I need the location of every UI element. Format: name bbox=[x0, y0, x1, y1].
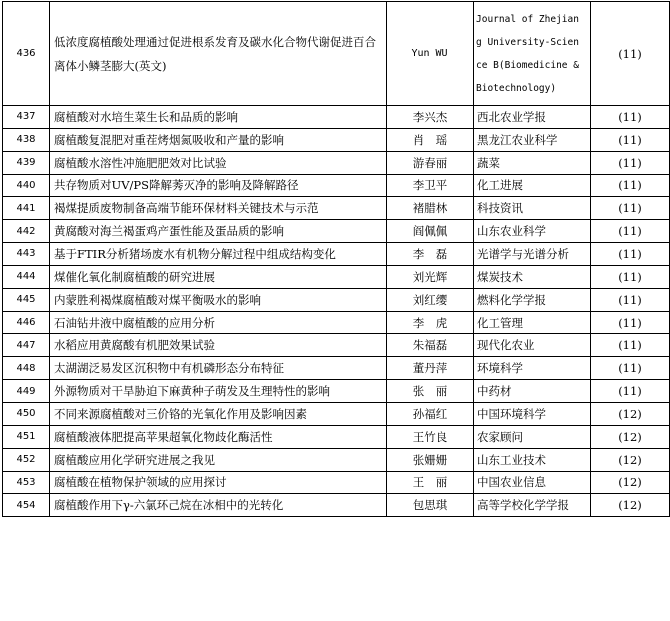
row-number: 441 bbox=[3, 197, 50, 220]
row-number: 446 bbox=[3, 311, 50, 334]
paper-title: 基于FTIR分析猪场废水有机物分解过程中组成结构变化 bbox=[50, 243, 387, 266]
paper-title: 腐植酸对水培生菜生长和品质的影响 bbox=[50, 106, 387, 129]
paper-title: 腐植酸在植物保护领域的应用探讨 bbox=[50, 471, 387, 494]
paper-title: 石油钻井液中腐植酸的应用分析 bbox=[50, 311, 387, 334]
issue-number: (12) bbox=[591, 425, 670, 448]
paper-title: 煤催化氧化制腐植酸的研究进展 bbox=[50, 265, 387, 288]
issue-number: (11) bbox=[591, 2, 670, 106]
paper-title: 外源物质对干旱胁迫下麻黄种子萌发及生理特性的影响 bbox=[50, 380, 387, 403]
issue-number: (12) bbox=[591, 494, 670, 517]
issue-number: (11) bbox=[591, 357, 670, 380]
row-number: 452 bbox=[3, 448, 50, 471]
table-row bbox=[3, 357, 670, 380]
row-number: 439 bbox=[3, 151, 50, 174]
journal-name: 中药材 bbox=[474, 380, 591, 403]
journal-name: 科技资讯 bbox=[474, 197, 591, 220]
author-name: 李兴杰 bbox=[387, 106, 474, 129]
author-name: 张姗姗 bbox=[387, 448, 474, 471]
author-name: 李 虎 bbox=[387, 311, 474, 334]
table-row bbox=[3, 106, 670, 129]
paper-title: 腐植酸液体肥提高苹果超氧化物歧化酶活性 bbox=[50, 425, 387, 448]
journal-line: g University-Scien bbox=[476, 36, 579, 48]
paper-title: 腐植酸应用化学研究进展之我见 bbox=[50, 448, 387, 471]
row-number: 442 bbox=[3, 220, 50, 243]
paper-title: 低浓度腐植酸处理通过促进根系发育及碳水化合物代谢促进百合离体小鳞茎膨大(英文) bbox=[50, 2, 387, 106]
author-name: 王竹良 bbox=[387, 425, 474, 448]
paper-title: 水稻应用黄腐酸有机肥效果试验 bbox=[50, 334, 387, 357]
author-name: 张 丽 bbox=[387, 380, 474, 403]
table-row bbox=[3, 288, 670, 311]
issue-number: (11) bbox=[591, 265, 670, 288]
author-name: 游春丽 bbox=[387, 151, 474, 174]
paper-title: 不同来源腐植酸对三价铬的光氧化作用及影响因素 bbox=[50, 402, 387, 425]
table-row bbox=[3, 380, 670, 403]
row-number: 445 bbox=[3, 288, 50, 311]
table-row bbox=[3, 311, 670, 334]
row-number: 447 bbox=[3, 334, 50, 357]
journal-name: 蔬菜 bbox=[474, 151, 591, 174]
journal-name: 中国环境科学 bbox=[474, 402, 591, 425]
issue-number: (11) bbox=[591, 174, 670, 197]
author-name: 李卫平 bbox=[387, 174, 474, 197]
paper-title: 黄腐酸对海兰褐蛋鸡产蛋性能及蛋品质的影响 bbox=[50, 220, 387, 243]
paper-title: 腐植酸作用下γ-六氯环己烷在冰相中的光转化 bbox=[50, 494, 387, 517]
table-row bbox=[3, 151, 670, 174]
author-name: 李 磊 bbox=[387, 243, 474, 266]
table-row bbox=[3, 402, 670, 425]
author-name: 董丹萍 bbox=[387, 357, 474, 380]
publication-table-body bbox=[3, 2, 670, 517]
table-row bbox=[3, 265, 670, 288]
row-number: 444 bbox=[3, 265, 50, 288]
journal-name: 化工管理 bbox=[474, 311, 591, 334]
journal-name: 环境科学 bbox=[474, 357, 591, 380]
table-row bbox=[3, 494, 670, 517]
issue-number: (11) bbox=[591, 380, 670, 403]
issue-number: (11) bbox=[591, 334, 670, 357]
author-name: 王 丽 bbox=[387, 471, 474, 494]
table-row bbox=[3, 448, 670, 471]
issue-number: (11) bbox=[591, 311, 670, 334]
row-number: 450 bbox=[3, 402, 50, 425]
journal-line: ce B(Biomedicine & bbox=[476, 59, 579, 71]
author-name: 朱福磊 bbox=[387, 334, 474, 357]
journal-name: 黑龙江农业科学 bbox=[474, 128, 591, 151]
author-name: 褚腊林 bbox=[387, 197, 474, 220]
paper-title: 褐煤提质废物制备高端节能环保材料关键技术与示范 bbox=[50, 197, 387, 220]
row-number: 453 bbox=[3, 471, 50, 494]
journal-name: 光谱学与光谱分析 bbox=[474, 243, 591, 266]
issue-number: (11) bbox=[591, 220, 670, 243]
author-name: 阎佩佩 bbox=[387, 220, 474, 243]
row-number: 449 bbox=[3, 380, 50, 403]
journal-name bbox=[474, 2, 591, 106]
issue-number: (12) bbox=[591, 448, 670, 471]
paper-title: 太湖湖泛易发区沉积物中有机磷形态分布特征 bbox=[50, 357, 387, 380]
author-name: Yun WU bbox=[387, 2, 474, 106]
row-number: 454 bbox=[3, 494, 50, 517]
table-row bbox=[3, 334, 670, 357]
table-row bbox=[3, 174, 670, 197]
journal-name: 山东农业科学 bbox=[474, 220, 591, 243]
issue-number: (11) bbox=[591, 106, 670, 129]
table-row bbox=[3, 128, 670, 151]
row-number: 436 bbox=[3, 2, 50, 106]
journal-name: 山东工业技术 bbox=[474, 448, 591, 471]
publication-table bbox=[2, 1, 670, 517]
table-row bbox=[3, 220, 670, 243]
issue-number: (11) bbox=[591, 243, 670, 266]
issue-number: (12) bbox=[591, 402, 670, 425]
journal-name: 高等学校化学学报 bbox=[474, 494, 591, 517]
paper-title: 腐植酸水溶性冲施肥肥效对比试验 bbox=[50, 151, 387, 174]
paper-title: 腐植酸复混肥对重茬烤烟氮吸收和产量的影响 bbox=[50, 128, 387, 151]
journal-name: 中国农业信息 bbox=[474, 471, 591, 494]
journal-name: 农家顾问 bbox=[474, 425, 591, 448]
journal-line: Biotechnology) bbox=[476, 82, 557, 94]
author-name: 刘光辉 bbox=[387, 265, 474, 288]
issue-number: (11) bbox=[591, 197, 670, 220]
row-number: 437 bbox=[3, 106, 50, 129]
table-row bbox=[3, 243, 670, 266]
journal-name: 西北农业学报 bbox=[474, 106, 591, 129]
issue-number: (11) bbox=[591, 288, 670, 311]
journal-line: Journal of Zhejian bbox=[476, 13, 579, 25]
journal-name: 化工进展 bbox=[474, 174, 591, 197]
author-name: 孙福红 bbox=[387, 402, 474, 425]
issue-number: (11) bbox=[591, 128, 670, 151]
row-number: 443 bbox=[3, 243, 50, 266]
journal-name: 煤炭技术 bbox=[474, 265, 591, 288]
author-name: 包思琪 bbox=[387, 494, 474, 517]
issue-number: (12) bbox=[591, 471, 670, 494]
table-row bbox=[3, 471, 670, 494]
row-number: 451 bbox=[3, 425, 50, 448]
journal-name: 燃料化学学报 bbox=[474, 288, 591, 311]
journal-name: 现代化农业 bbox=[474, 334, 591, 357]
author-name: 刘红缨 bbox=[387, 288, 474, 311]
table-row bbox=[3, 2, 670, 106]
author-name: 肖 瑶 bbox=[387, 128, 474, 151]
row-number: 438 bbox=[3, 128, 50, 151]
issue-number: (11) bbox=[591, 151, 670, 174]
row-number: 448 bbox=[3, 357, 50, 380]
paper-title: 内蒙胜利褐煤腐植酸对煤平衡吸水的影响 bbox=[50, 288, 387, 311]
row-number: 440 bbox=[3, 174, 50, 197]
table-row bbox=[3, 425, 670, 448]
table-row bbox=[3, 197, 670, 220]
paper-title: 共存物质对UV/PS降解莠灭净的影响及降解路径 bbox=[50, 174, 387, 197]
